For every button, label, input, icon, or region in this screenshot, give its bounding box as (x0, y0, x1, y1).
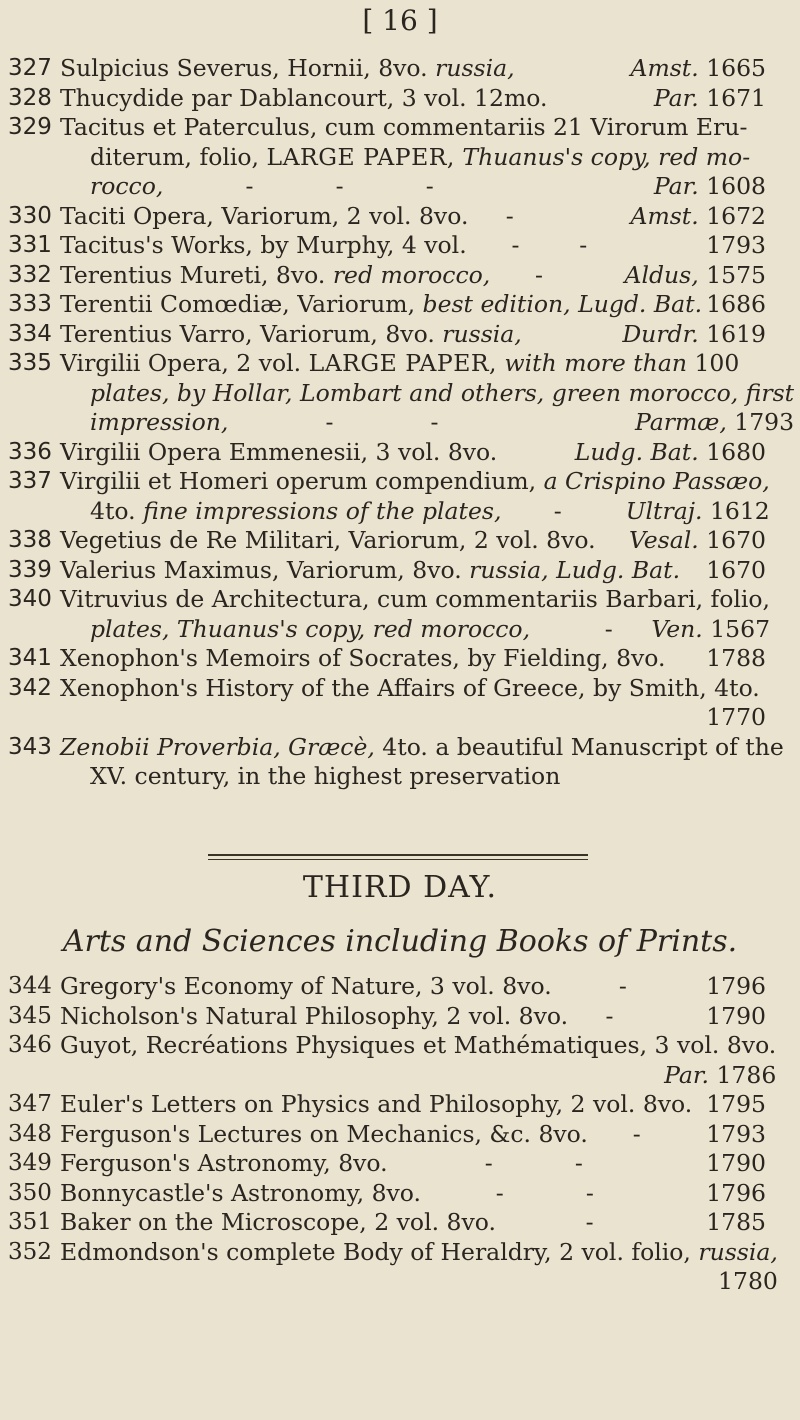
catalogue-entry-328 (0, 84, 800, 114)
imprint: 1790 (706, 1149, 766, 1177)
imprint: Amst. 1672 (630, 201, 766, 230)
entry-description: Virgilii Opera, 2 vol. LARGE PAPER, with more than 100 plates, by Hollar, Lombart and others, green morocco, first impression, - - Parmæ, 1793 (60, 349, 795, 436)
imprint: Ludg. Bat. 1680 (574, 437, 766, 466)
catalogue-entry-345 (0, 1002, 800, 1032)
entry-description: Gregory's Economy of Nature, 3 vol. 8vo. - 1796 (60, 972, 766, 1000)
catalogue-entry-344 (0, 972, 800, 1002)
imprint: Ven. 1567 (651, 614, 771, 643)
lot-number: 342 (8, 674, 52, 701)
section-heading: Arts and Sciences including Books of Prints. (62, 924, 738, 959)
entry-description: Ferguson's Astronomy, 8vo. - - 1790 (60, 1149, 766, 1177)
lot-number: 327 (8, 55, 52, 81)
imprint: 1788 (706, 644, 766, 672)
entry-description: Valerius Maximus, Variorum, 8vo. russia, Ludg. Bat. 1670 (60, 555, 766, 584)
entry-description: Ferguson's Lectures on Mechanics, &c. 8vo. - 1793 (60, 1119, 766, 1148)
imprint: 1796 (706, 1178, 766, 1207)
entry-description: Vitruvius de Architectura, cum commentariis Barbari, folio, plates, Thuanus's copy, red morocco, - Ven. 1567 (60, 585, 771, 643)
lot-number: 334 (8, 320, 52, 347)
catalogue-entry-350 (0, 1179, 800, 1209)
entry-description: Tacitus et Paterculus, cum commentariis 21 Virorum Eru- diterum, folio, LARGE PAPER, Thuanus's copy, red mo- rocco, - - - Par. 1608 (60, 113, 766, 200)
entry-description: Tacitus's Works, by Murphy, 4 vol. - - 1793 (60, 231, 766, 259)
lot-number: 350 (8, 1179, 52, 1206)
lot-number: 340 (8, 586, 52, 612)
lot-number: 339 (8, 556, 52, 583)
catalogue-entry-331 (0, 231, 800, 261)
catalogue-entry-339 (0, 556, 800, 586)
entry-description: Terentius Varro, Variorum, 8vo. russia, Durdr. 1619 (60, 319, 766, 348)
catalogue-entry-349 (0, 1149, 800, 1179)
catalogue-entry-332 (0, 261, 800, 291)
lot-number: 333 (8, 291, 52, 317)
lot-number: 345 (8, 1002, 52, 1029)
lot-number: 351 (8, 1209, 52, 1235)
imprint: 1795 (706, 1090, 766, 1118)
entry-description: Baker on the Microscope, 2 vol. 8vo. - 1785 (60, 1208, 766, 1236)
imprint: Parmæ, 1793 (634, 408, 795, 436)
day-heading: THIRD DAY. (302, 870, 498, 905)
imprint: 1796 (706, 972, 766, 1000)
lot-number: 331 (8, 232, 52, 258)
entry-description: Edmondson's complete Body of Heraldry, 2 vol. folio, russia, 1780 (60, 1237, 778, 1295)
imprint: Aldus, 1575 (624, 260, 766, 289)
catalogue-entry-333 (0, 290, 800, 320)
imprint: 1686 (706, 290, 766, 318)
entry-description: Thucydide par Dablancourt, 3 vol. 12mo. Par. 1671 (60, 83, 766, 112)
entry-description: Bonnycastle's Astronomy, 8vo. - - 1796 (60, 1178, 766, 1207)
catalogue-entry-348 (0, 1120, 800, 1150)
catalogue-list-classics (0, 54, 800, 792)
page-number: [ 16 ] (362, 4, 438, 37)
imprint: Amst. 1665 (630, 54, 766, 82)
lot-number: 336 (8, 438, 52, 465)
catalogue-entry-341 (0, 644, 800, 674)
imprint: 1790 (706, 1001, 766, 1030)
catalogue-entry-343 (0, 733, 800, 792)
catalogue-entry-346 (0, 1031, 800, 1090)
lot-number: 341 (8, 645, 52, 671)
catalogue-entry-342 (0, 674, 800, 733)
catalogue-entry-330 (0, 202, 800, 232)
entry-description: Terentius Mureti, 8vo. red morocco, - Aldus, 1575 (60, 260, 766, 289)
entry-description: Taciti Opera, Variorum, 2 vol. 8vo. - Amst. 1672 (60, 201, 766, 230)
catalogue-entry-347 (0, 1090, 800, 1120)
lot-number: 338 (8, 527, 52, 553)
lot-number: 337 (8, 468, 52, 494)
imprint: 1793 (706, 231, 766, 259)
lot-number: 344 (8, 973, 52, 999)
catalogue-entry-351 (0, 1208, 800, 1238)
lot-number: 352 (8, 1238, 52, 1265)
imprint: Par. 1608 (653, 172, 766, 200)
imprint: 1670 (706, 555, 766, 584)
lot-number: 348 (8, 1120, 52, 1147)
catalogue-entry-338 (0, 526, 800, 556)
entry-description: Xenophon's Memoirs of Socrates, by Fielding, 8vo. 1788 (60, 644, 766, 672)
catalogue-entry-335 (0, 349, 800, 438)
entry-description: Virgilii Opera Emmenesii, 3 vol. 8vo. Ludg. Bat. 1680 (60, 437, 766, 466)
lot-number: 329 (8, 114, 52, 140)
catalogue-entry-327 (0, 54, 800, 84)
entry-description: Virgilii et Homeri operum compendium, a Crispino Passæo, 4to. fine impressions of the plates, - Ultraj. 1612 (60, 467, 770, 525)
entry-description: Guyot, Recréations Physiques et Mathématiques, 3 vol. 8vo. Par. 1786 (60, 1031, 777, 1089)
imprint: Par. 1786 (664, 1060, 777, 1089)
catalogue-entry-340 (0, 585, 800, 644)
entry-description: Euler's Letters on Physics and Philosophy, 2 vol. 8vo. 1795 (60, 1090, 766, 1118)
entry-description: Nicholson's Natural Philosophy, 2 vol. 8vo. - 1790 (60, 1001, 766, 1030)
imprint: Vesal. 1670 (628, 526, 766, 554)
entry-description: Xenophon's History of the Affairs of Greece, by Smith, 4to. 1770 (60, 673, 766, 731)
imprint: Durdr. 1619 (622, 319, 766, 348)
catalogue-entry-329 (0, 113, 800, 202)
entry-description: Sulpicius Severus, Hornii, 8vo. russia, Amst. 1665 (60, 54, 766, 82)
catalogue-entry-352 (0, 1238, 800, 1297)
imprint: 1780 (718, 1267, 778, 1295)
section-divider (208, 854, 588, 860)
entry-description: Zenobii Proverbia, Græcè, 4to. a beautiful Manuscript of the XV. century, in the highest preservation (60, 732, 784, 790)
lot-number: 330 (8, 202, 52, 229)
imprint: 1770 (706, 703, 766, 731)
imprint: 1785 (706, 1208, 766, 1236)
catalogue-list-arts-sciences (0, 972, 800, 1297)
catalogue-entry-336 (0, 438, 800, 468)
lot-number: 349 (8, 1150, 52, 1176)
catalogue-entry-337 (0, 467, 800, 526)
imprint: Par. 1671 (653, 83, 766, 112)
entry-description: Vegetius de Re Militari, Variorum, 2 vol. 8vo. Vesal. 1670 (60, 526, 766, 554)
entry-description: Terentii Comœdiæ, Variorum, best edition, Lugd. Bat. 1686 (60, 290, 766, 318)
imprint: Ultraj. 1612 (625, 496, 770, 525)
lot-number: 347 (8, 1091, 52, 1117)
lot-number: 328 (8, 84, 52, 111)
lot-number: 343 (8, 733, 52, 760)
imprint: 1793 (706, 1119, 766, 1148)
catalogue-entry-334 (0, 320, 800, 350)
lot-number: 332 (8, 261, 52, 288)
lot-number: 346 (8, 1032, 52, 1058)
lot-number: 335 (8, 350, 52, 376)
